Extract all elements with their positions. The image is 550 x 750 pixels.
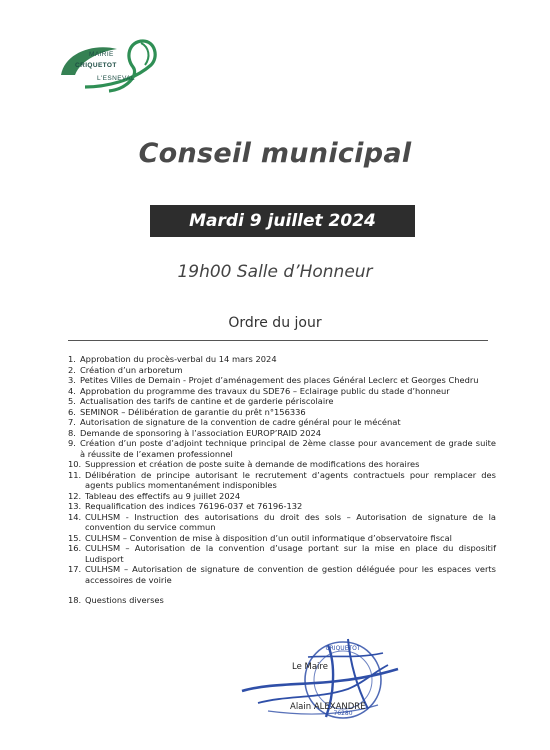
agenda-item-text: Suppression et création de poste suite à demande de modifications des horaires bbox=[85, 459, 420, 469]
agenda-item bbox=[68, 365, 496, 376]
agenda-item-text: Autorisation de signature de la convention de cadre général pour le mécénat bbox=[80, 417, 401, 427]
agenda-item-number: 17. bbox=[68, 564, 82, 574]
agenda-item-number: 8. bbox=[68, 427, 76, 438]
agenda-item-text: Petites Villes de Demain - Projet d’aménagement des places Général Leclerc et Georges Chedru bbox=[80, 375, 479, 385]
agenda-item-text: Requalification des indices 76196-037 et 76196-132 bbox=[85, 501, 303, 511]
mayor-stamp-icon bbox=[238, 625, 408, 735]
agenda-item bbox=[68, 396, 496, 407]
agenda-list bbox=[68, 354, 496, 606]
agenda-item-text: CULHSM - Instruction des autorisations du droit des sols – Autorisation de signature de la convention du service commun bbox=[85, 511, 496, 532]
agenda-item-number: 10. bbox=[68, 459, 82, 469]
stamp-code: 76280 bbox=[333, 710, 353, 717]
agenda-item-number: 16. bbox=[68, 543, 82, 553]
agenda-item-text: CULHSM – Autorisation de signature de convention de gestion déléguée pour les espaces verts accessoires de voirie bbox=[85, 564, 496, 585]
agenda-item bbox=[68, 438, 496, 459]
signature-block bbox=[238, 625, 408, 735]
agenda-item-number: 11. bbox=[68, 469, 82, 480]
agenda-item bbox=[68, 375, 496, 386]
agenda-item-text: Tableau des effectifs au 9 juillet 2024 bbox=[85, 490, 241, 501]
agenda-item-number: 7. bbox=[68, 417, 76, 427]
agenda-item-text: Création d’un arboretum bbox=[80, 364, 183, 375]
heading-divider bbox=[68, 340, 488, 341]
agenda-item-text: Actualisation des tarifs de cantine et de garderie périscolaire bbox=[80, 396, 334, 406]
stamp-text: CRIQUETOT bbox=[325, 645, 361, 652]
agenda-item bbox=[68, 459, 496, 470]
signature-name: Alain ALEXANDRE bbox=[290, 702, 366, 712]
agenda-item-number: 4. bbox=[68, 385, 76, 396]
logo-text-lesneval: L'ESNEVAL bbox=[97, 75, 135, 82]
agenda-item-text: Délibération de principe autorisant le recrutement d’agents contractuels pour remplacer des agents publics momentanément indisponibles bbox=[85, 469, 496, 490]
agenda-item bbox=[68, 501, 496, 512]
agenda-item bbox=[68, 595, 496, 606]
agenda-item-number: 13. bbox=[68, 501, 82, 511]
logo-text-criquetot: CRIQUETOT bbox=[75, 62, 117, 69]
agenda-item-number: 15. bbox=[68, 532, 82, 543]
agenda-item-text: CULHSM – Convention de mise à disposition d’un outil informatique d’observatoire fiscal bbox=[85, 532, 452, 543]
agenda-item-text: CULHSM – Autorisation de la convention d’usage portant sur la mise en place du dispositif Ludisport bbox=[85, 543, 496, 564]
agenda-item-text: Questions diverses bbox=[85, 595, 164, 605]
agenda-heading: Ordre du jour bbox=[228, 315, 322, 331]
agenda-item bbox=[68, 386, 496, 397]
agenda-item bbox=[68, 543, 496, 564]
agenda-item bbox=[68, 564, 496, 585]
agenda-item bbox=[68, 512, 496, 533]
agenda-item-text: Approbation du programme des travaux du SDE76 – Eclairage public du stade d’honneur bbox=[80, 385, 450, 396]
agenda-item-number: 5. bbox=[68, 396, 76, 406]
signature-role: Le Maire bbox=[292, 662, 328, 672]
page-title: Conseil municipal bbox=[138, 138, 412, 169]
agenda-item-number: 18. bbox=[68, 595, 82, 605]
agenda-item-text: Création d’un poste d’adjoint technique principal de 2ème classe pour avancement de grade suite à réussite de l’examen professionnel bbox=[80, 438, 496, 459]
agenda-item bbox=[68, 470, 496, 491]
agenda-item-number: 12. bbox=[68, 490, 82, 501]
agenda-item bbox=[68, 428, 496, 439]
meeting-time-place: 19h00 Salle d’Honneur bbox=[177, 262, 373, 282]
agenda-item bbox=[68, 533, 496, 544]
agenda-item bbox=[68, 354, 496, 365]
agenda-item-number: 14. bbox=[68, 511, 82, 522]
mairie-logo bbox=[55, 35, 165, 95]
meeting-date-banner: Mardi 9 juillet 2024 bbox=[150, 205, 415, 237]
agenda-item-number: 2. bbox=[68, 364, 76, 375]
agenda-item-number: 1. bbox=[68, 354, 76, 364]
agenda-item-number: 3. bbox=[68, 375, 76, 385]
agenda-item bbox=[68, 407, 496, 418]
agenda-spacer bbox=[68, 585, 496, 595]
agenda-item-text: SEMINOR – Délibération de garantie du prêt n°156336 bbox=[80, 406, 306, 417]
agenda-item-text: Approbation du procès-verbal du 14 mars 2024 bbox=[80, 354, 277, 364]
logo-text-mairie: MAIRIE bbox=[89, 51, 114, 58]
agenda-item bbox=[68, 491, 496, 502]
agenda-item-text: Demande de sponsoring à l’association EUROP’RAID 2024 bbox=[80, 427, 322, 438]
agenda-item-number: 6. bbox=[68, 406, 76, 417]
agenda-item bbox=[68, 417, 496, 428]
agenda-item-number: 9. bbox=[68, 438, 76, 448]
